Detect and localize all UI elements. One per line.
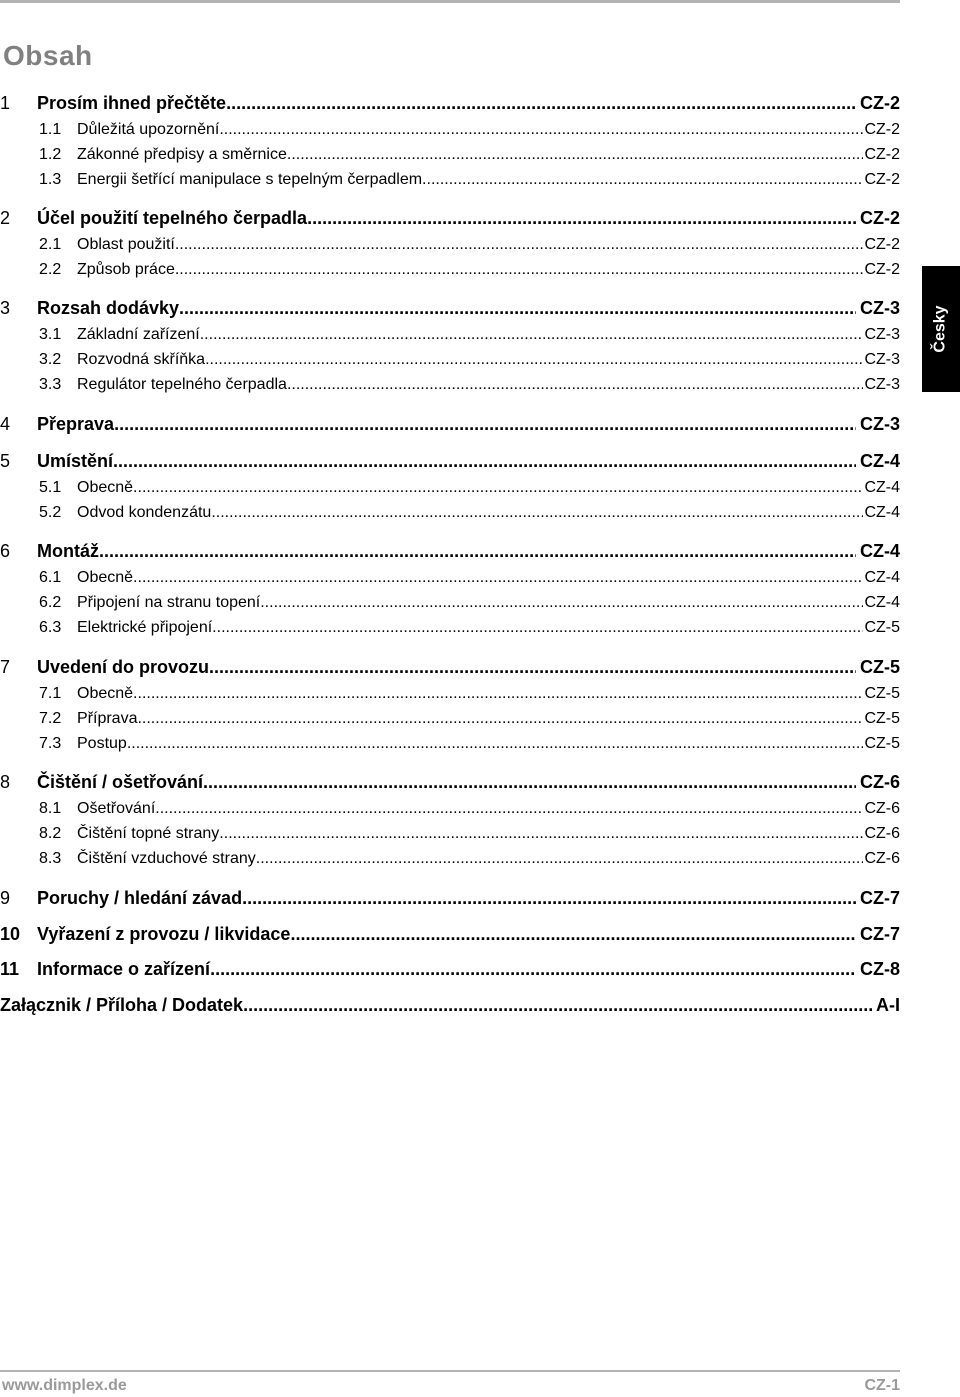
toc-leader-dots (155, 800, 863, 818)
toc-entry-page: CZ-7 (860, 924, 900, 944)
toc-entry[interactable] (0, 121, 900, 139)
toc-entry-number: 2.1 (39, 236, 62, 253)
toc-entry[interactable] (0, 800, 900, 818)
toc-entry-title: Přeprava (37, 414, 115, 434)
toc-leader-dots (260, 594, 863, 612)
toc-entry[interactable] (0, 569, 900, 587)
toc-entry-title: Umístění (37, 451, 114, 471)
toc-entry-page: CZ-2 (864, 236, 900, 253)
toc-entry[interactable] (0, 146, 900, 164)
toc-entry-title: Účel použití tepelného čerpadla (37, 208, 308, 228)
toc-leader-dots (290, 924, 856, 945)
toc-entry[interactable] (0, 825, 900, 843)
toc-entry-page: CZ-2 (860, 208, 900, 228)
page-title: Obsah (3, 40, 93, 71)
toc-entry[interactable] (0, 479, 900, 497)
toc-entry[interactable] (0, 208, 900, 229)
toc-entry-number: 3.1 (39, 326, 62, 343)
toc-entry-title: Informace o zařízení (37, 959, 211, 979)
toc-entry-title: Elektrické připojení (77, 619, 213, 636)
toc-leader-dots (307, 208, 856, 229)
toc-entry-page: CZ-3 (864, 351, 900, 368)
toc-entry-page: CZ-6 (860, 772, 900, 792)
footer-website: www.dimplex.de (2, 1377, 127, 1394)
toc-leader-dots (287, 146, 864, 164)
toc-entry-title: Důležitá upozornění (77, 121, 220, 138)
toc-entry-title: Čištění topné strany (77, 825, 220, 842)
toc-leader-dots (287, 376, 864, 394)
toc-leader-dots (219, 121, 863, 139)
toc-entry-number: 10 (0, 924, 21, 944)
toc-entry-page: CZ-4 (864, 594, 900, 611)
toc-entry-page: CZ-7 (860, 888, 900, 908)
toc-leader-dots (133, 479, 863, 497)
toc-entry-number: 4 (0, 414, 11, 434)
toc-leader-dots (175, 236, 864, 254)
toc-entry-page: CZ-4 (864, 504, 900, 521)
toc-entry[interactable] (0, 850, 900, 868)
toc-entry-page: CZ-2 (860, 93, 900, 113)
toc-leader-dots (114, 414, 856, 435)
toc-entry-page: CZ-3 (860, 414, 900, 434)
toc-entry-page: CZ-4 (864, 479, 900, 496)
toc-entry-number: 5.2 (39, 504, 62, 521)
toc-leader-dots (209, 657, 856, 678)
language-tab-label: Česky (932, 305, 949, 353)
toc-leader-dots (212, 619, 863, 637)
toc-entry-page: CZ-6 (864, 850, 900, 867)
toc-entry[interactable] (0, 236, 900, 254)
toc-entry-title: Prosím ihned přečtěte (37, 93, 227, 113)
toc-entry-page: CZ-5 (860, 657, 900, 677)
toc-entry-number: 1.2 (39, 146, 62, 163)
toc-entry-title: Rozsah dodávky (37, 298, 180, 318)
toc-entry[interactable] (0, 995, 900, 1016)
toc-entry-title: Poruchy / hledání závad (37, 888, 243, 908)
toc-leader-dots (205, 351, 863, 369)
toc-entry-page: CZ-5 (864, 619, 900, 636)
toc-entry[interactable] (0, 924, 900, 945)
toc-entry-number: 1.1 (39, 121, 62, 138)
toc-leader-dots (133, 685, 863, 703)
toc-leader-dots (219, 825, 863, 843)
toc-entry-page: CZ-2 (864, 121, 900, 138)
toc-entry-title: Připojení na stranu topení (77, 594, 261, 611)
toc-entry-page: CZ-4 (860, 451, 900, 471)
toc-leader-dots (226, 93, 856, 114)
toc-entry-number: 3 (0, 298, 11, 318)
toc-entry-number: 6.1 (39, 569, 62, 586)
toc-entry-page: A-I (876, 995, 900, 1015)
footer-page-number: CZ-1 (864, 1377, 900, 1394)
toc-entry[interactable] (0, 657, 900, 678)
footer-rule (0, 1370, 900, 1372)
toc-leader-dots (203, 772, 856, 793)
toc-entry-title: Čištění / ošetřování (37, 772, 204, 792)
toc-entry-number: 11 (0, 959, 20, 979)
toc-entry-number: 1 (0, 93, 11, 113)
toc-entry[interactable] (0, 959, 900, 980)
toc-leader-dots (242, 888, 856, 909)
toc-leader-dots (179, 298, 856, 319)
toc-entry-title: Rozvodná skříňka (77, 351, 206, 368)
toc-entry-page: CZ-2 (864, 146, 900, 163)
toc-entry-page: CZ-3 (864, 376, 900, 393)
toc-leader-dots (211, 504, 863, 522)
toc-entry-page: CZ-3 (864, 326, 900, 343)
toc-entry-number: 1.3 (39, 171, 62, 188)
toc-leader-dots (243, 995, 872, 1016)
toc-entry[interactable] (0, 888, 900, 909)
toc-entry-number: 8 (0, 772, 11, 792)
toc-entry-title: Čištění vzduchové strany (77, 850, 256, 867)
toc-entry-title: Regulátor tepelného čerpadla (77, 376, 287, 393)
toc-entry-title: Odvod kondenzátu (77, 504, 212, 521)
toc-entry[interactable] (0, 351, 900, 369)
toc-entry[interactable] (0, 326, 900, 344)
toc-entry-title: Příprava (77, 710, 138, 727)
toc-leader-dots (99, 541, 856, 562)
toc-entry[interactable] (0, 619, 900, 637)
toc-entry-title: Základní zařízení (77, 326, 200, 343)
toc-entry[interactable] (0, 261, 900, 279)
toc-leader-dots (422, 171, 863, 189)
toc-entry-title: Załącznik / Příloha / Dodatek (0, 995, 244, 1015)
toc-entry-title: Oblast použití (77, 236, 175, 253)
toc-leader-dots (256, 850, 864, 868)
toc-leader-dots (200, 326, 864, 344)
toc-entry-number: 7.2 (39, 710, 62, 727)
toc-entry-page: CZ-4 (860, 541, 900, 561)
toc-entry-number: 8.1 (39, 800, 62, 817)
toc-entry[interactable] (0, 376, 900, 394)
toc-entry-title: Ošetřování (77, 800, 156, 817)
language-tab (922, 266, 960, 392)
toc-entry-title: Uvedení do provozu (37, 657, 210, 677)
toc-entry-number: 6.2 (39, 594, 62, 611)
toc-entry-title: Obecně (77, 569, 134, 586)
toc-entry-page: CZ-2 (864, 171, 900, 188)
toc-entry[interactable] (0, 504, 900, 522)
toc-entry[interactable] (0, 414, 900, 435)
toc-entry-number: 5 (0, 451, 11, 471)
toc-entry-title: Postup (77, 735, 127, 752)
toc-entry-number: 8.3 (39, 850, 62, 867)
toc-entry-title: Způsob práce (77, 261, 175, 278)
toc-entry-title: Energii šetřící manipulace s tepelným čerpadlem (77, 171, 423, 188)
top-rule (0, 0, 900, 3)
toc-entry[interactable] (0, 735, 900, 753)
toc-entry-title: Obecně (77, 685, 134, 702)
toc-leader-dots (127, 735, 864, 753)
toc-entry-page: CZ-2 (864, 261, 900, 278)
toc-entry-number: 9 (0, 888, 11, 908)
toc-entry[interactable] (0, 710, 900, 728)
toc-entry-number: 7.1 (39, 685, 62, 702)
toc-leader-dots (133, 569, 863, 587)
toc-entry[interactable] (0, 93, 900, 114)
toc-entry-page: CZ-6 (864, 800, 900, 817)
toc-entry[interactable] (0, 594, 900, 612)
toc-entry-number: 5.1 (39, 479, 62, 496)
toc-entry[interactable] (0, 772, 900, 793)
toc-entry-page: CZ-8 (860, 959, 900, 979)
toc-entry-title: Vyřazení z provozu / likvidace (37, 924, 291, 944)
toc-leader-dots (210, 959, 856, 980)
toc-entry-page: CZ-5 (864, 710, 900, 727)
toc-leader-dots (175, 261, 864, 279)
toc-leader-dots (137, 710, 863, 728)
toc-entry-number: 7 (0, 657, 11, 677)
toc-entry-number: 6.3 (39, 619, 62, 636)
toc-entry[interactable] (0, 685, 900, 703)
toc-entry-page: CZ-5 (864, 685, 900, 702)
toc-entry-number: 2 (0, 208, 11, 228)
toc-entry-number: 8.2 (39, 825, 62, 842)
toc-entry-page: CZ-6 (864, 825, 900, 842)
toc-entry-number: 7.3 (39, 735, 62, 752)
toc-entry[interactable] (0, 451, 900, 472)
toc-entry-number: 3.3 (39, 376, 62, 393)
toc-entry[interactable] (0, 171, 900, 189)
toc-entry-title: Zákonné předpisy a směrnice (77, 146, 287, 163)
toc-entry-page: CZ-3 (860, 298, 900, 318)
toc-entry-title: Obecně (77, 479, 134, 496)
toc-entry-number: 2.2 (39, 261, 62, 278)
toc-entry[interactable] (0, 298, 900, 319)
toc-entry[interactable] (0, 541, 900, 562)
toc-entry-title: Montáž (37, 541, 99, 561)
toc-entry-page: CZ-5 (864, 735, 900, 752)
toc-entry-number: 6 (0, 541, 11, 561)
toc-entry-number: 3.2 (39, 351, 62, 368)
toc-leader-dots (113, 451, 856, 472)
toc-entry-page: CZ-4 (864, 569, 900, 586)
